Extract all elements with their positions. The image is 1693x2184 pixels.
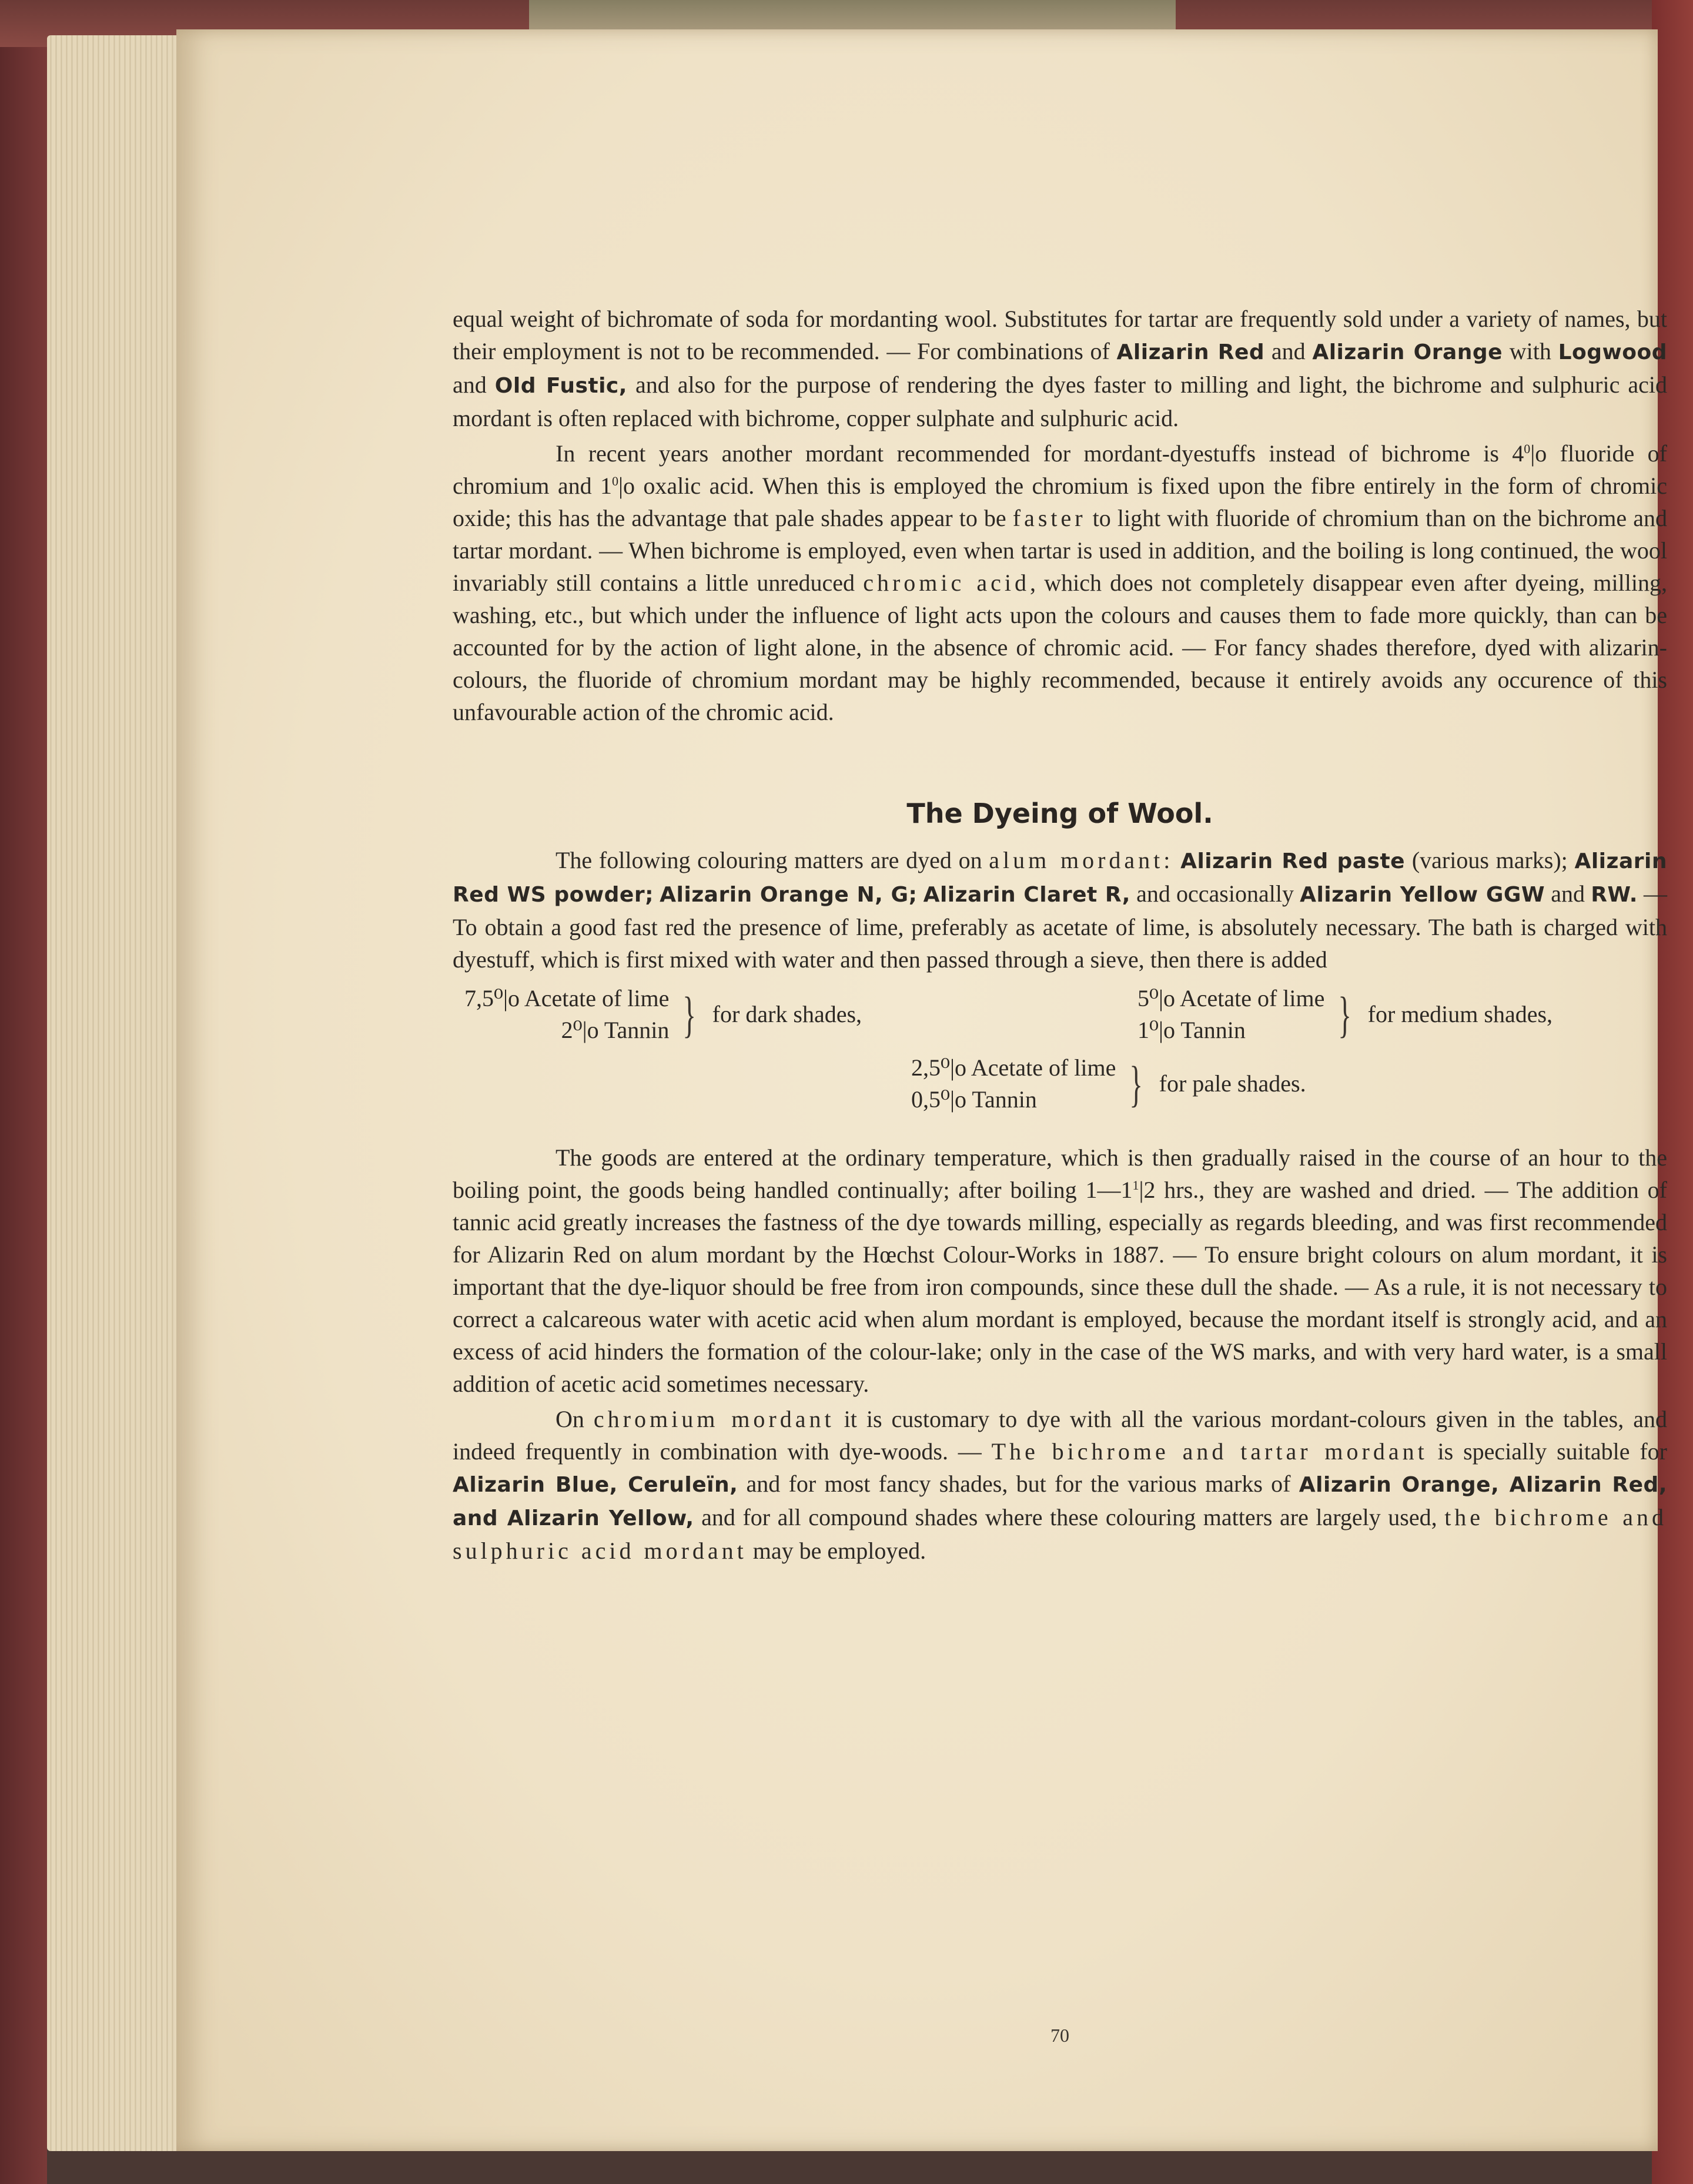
page-edges [47,35,188,2151]
recipe-label: for dark shades, [712,1001,862,1027]
text-run: — To obtain a good fast red the presence of lime, preferably as acetate of lime, is absolutely necessary. The bath is charged with dyestuff, which is first mixed with water and then passed through a sieve, then there is added [453,880,1668,973]
mordant-recipes [453,983,1667,1130]
recipe-line: 2,5⁰|o Acetate of lime [911,1054,1116,1081]
recipe-label: for medium shades, [1367,1001,1553,1027]
spaced-emphasis: chromic acid [863,570,1030,596]
text-block [453,303,1668,2046]
paragraph-p4 [453,1141,1667,1400]
spaced-emphasis: alum mordant: [989,847,1174,873]
text-run [917,880,923,907]
recipe-line: 2⁰|o Tannin [561,1017,670,1043]
text-run: and [1545,880,1591,907]
book-cover-left [0,0,47,2184]
section-dyeing-intro [453,844,1667,976]
superscript: 0 [1524,441,1531,456]
text-run: and for all compound shades where these colouring matters are largely used, [694,1504,1445,1530]
bold-term: Alizarin Claret R, [923,883,1130,907]
paragraph-p5 [453,1403,1667,1567]
recipe-dark-shades [464,983,862,1046]
bold-term: Alizarin Blue, Ceruleïn, [453,1473,738,1497]
recipe-line: 7,5⁰|o Acetate of lime [464,985,670,1011]
bold-term: Alizarin Red [1116,340,1265,364]
recipe-line: 0,5⁰|o Tannin [911,1086,1037,1113]
book-page [176,29,1668,2151]
text-run: , which does not completely disappear even after dyeing, milling, washing, etc., but which under the influence of light acts upon the colours and causes them to fade more quickly, than can be accounted for by the action of light alone, in the absence of chromic acid. — For fancy shades therefore, dyed with alizarin-colours, the fluoride of chromium mordant may be highly recommended, because it entirely avoids any occurence of this unfavourable action of the chromic acid. [453,570,1667,725]
recipe-pale-shades [911,1052,1306,1116]
bold-term: Alizarin Orange N, G; [660,883,918,907]
text-run: to light with fluoride of chromium than on the bichrome and tartar mordant. — When bichrome is employed, even when tartar is used in addition, and the boiling is long continued, the wool invariably still contains a little unreduced [453,505,1668,596]
section-heading: The Dyeing of Wool. [906,798,1213,829]
text-run: equal weight of bichromate of soda for mordanting wool. Substitutes for tartar are frequently sold under a variety of names, but their employment is not to be recommended. — For combinations of [453,306,1667,364]
text-run: |o oxalic acid. When this is employed the chromium is fixed upon the fibre entirely in the form of chromic oxide; this has the advantage that pale shades appear to be [453,473,1668,531]
text-run: and [453,371,495,398]
brace-icon: } [682,986,697,1043]
text-run: with [1503,338,1558,364]
spaced-emphasis: the bichrome and sulphuric acid mordant [453,1504,1667,1564]
spaced-emphasis: The bichrome and tartar mordant [991,1438,1428,1465]
bold-term: Alizarin Orange, Alizarin Red, and Alizarin Yellow, [453,1473,1667,1530]
bold-term: Alizarin Yellow GGW [1300,883,1545,907]
superscript: 1 [1132,1178,1139,1193]
section-mordant-notes [453,303,1667,728]
superscript: 0 [612,474,618,488]
bold-term: Alizarin Red WS powder; [453,849,1667,907]
bold-term: Alizarin Orange [1312,340,1503,364]
recipe-label: for pale shades. [1159,1070,1306,1097]
text-run: |o fluoride of chromium and 1 [453,440,1668,499]
text-run: The following colouring matters are dyed on [556,847,989,873]
recipe-medium-shades [1137,983,1553,1046]
spaced-emphasis: faster [1012,505,1086,531]
brace-icon: } [1338,986,1352,1043]
text-run [654,880,660,907]
paragraph-p1 [453,303,1667,434]
spaced-emphasis: chromium mordant [593,1406,835,1432]
page-number: 70 [1050,2025,1069,2046]
text-run: On [556,1406,594,1432]
bold-term: Alizarin Red paste [1180,849,1406,873]
text-run: may be employed. [747,1537,926,1564]
text-run: The goods are entered at the ordinary temperature, which is then gradually raised in the course of an hour to the boiling point, the goods being handled continually; after boiling 1—1 [453,1144,1667,1203]
bold-term: RW. [1591,883,1638,907]
text-run: and for most fancy shades, but for the various marks of [738,1470,1299,1497]
text-run: and occasionally [1130,880,1300,907]
text-run [1173,847,1180,873]
section-dyeing-process [453,1141,1667,1567]
bold-term: Old Fustic, [494,374,627,398]
bold-term: Logwood [1558,340,1668,364]
recipe-line: 1⁰|o Tannin [1137,1017,1246,1043]
text-run: and [1264,338,1313,364]
text-run: is specially suitable for [1427,1438,1667,1465]
text-run: and also for the purpose of rendering the dyes faster to milling and light, the bichrome and sulphuric acid mordant is often replaced with bichrome, copper sulphate and sulphuric acid. [453,371,1667,431]
text-run: it is customary to dye with all the various mordant-colours given in the tables, and indeed frequently in combination with dye-woods. — [453,1406,1667,1465]
brace-icon: } [1129,1056,1143,1112]
text-run: |2 hrs., they are washed and dried. — The addition of tannic acid greatly increases the fastness of the dye towards milling, especially as regards bleeding, and was first recommended for Alizarin Red on alum mordant by the Hœchst Colour-Works in 1887. — To ensure bright colours on alum mordant, it is important that the dye-liquor should be free from iron compounds, since these dull the shade. — As a rule, it is not necessary to correct a calcareous water with acetic acid when alum mordant is employed, because the mordant itself is strongly acid, and an excess of acid hinders the formation of the colour-lake; only in the case of the WS marks, and with very hard water, is a small addition of acetic acid sometimes necessary. [453,1177,1667,1397]
text-run: (various marks); [1405,847,1575,873]
recipe-line: 5⁰|o Acetate of lime [1137,985,1325,1011]
paragraph-p3 [453,844,1667,976]
text-run: In recent years another mordant recommended for mordant-dyestuffs instead of bichrome is 4 [556,440,1524,467]
paragraph-p2 [453,437,1667,728]
